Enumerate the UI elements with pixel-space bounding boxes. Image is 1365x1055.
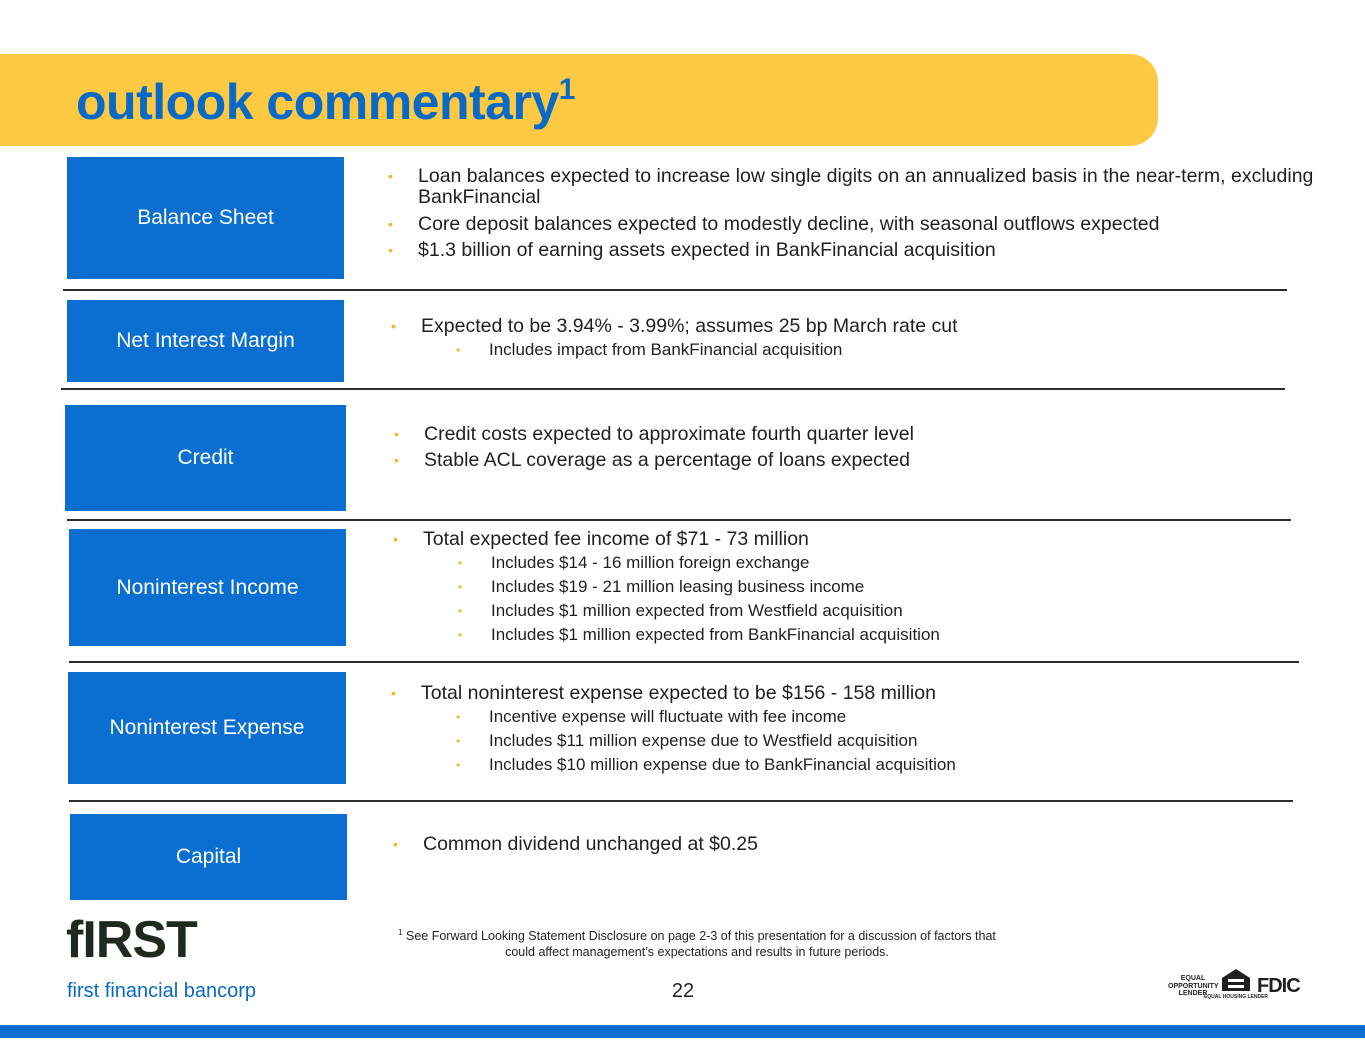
list-item: • Credit costs expected to approximate fourth quarter level — [394, 423, 914, 445]
equal-housing-caption: EQUAL HOUSING LENDER — [1203, 994, 1269, 1000]
list-sub-item: • Includes $14 - 16 million foreign exchange — [458, 553, 810, 572]
section-label-capital: Capital — [70, 814, 347, 900]
section-label-noninterest-income: Noninterest Income — [69, 529, 346, 646]
noninterest-income-bullets — [393, 527, 1303, 647]
first-logo-mark: fIRST — [66, 911, 197, 969]
list-sub-item: • Includes $10 million expense due to BankFinancial acquisition — [456, 755, 956, 774]
net-interest-margin-bullets — [391, 314, 1301, 362]
section-divider — [61, 388, 1285, 390]
capital-bullets — [393, 832, 1303, 856]
section-label-net-interest-margin: Net Interest Margin — [67, 300, 344, 382]
list-item: • $1.3 billion of earning assets expected in BankFinancial acquisition — [388, 239, 996, 261]
list-item: • Loan balances expected to increase low single digits on an annualized basis in the near-term, excluding BankFinancial — [388, 165, 1314, 208]
page-title: outlook commentary$^1$ — [76, 73, 575, 130]
list-sub-item: • Includes $1 million expected from BankFinancial acquisition — [458, 625, 940, 644]
list-item: • Core deposit balances expected to modestly decline, with seasonal outflows expected — [388, 213, 1160, 235]
noninterest-expense-bullets — [391, 681, 1301, 777]
list-item: • Total expected fee income of $71 - 73 million — [393, 528, 809, 550]
fdic-logo: FDIC — [1257, 975, 1300, 997]
list-sub-item: • Includes $19 - 21 million leasing business income — [458, 577, 865, 596]
section-label-noninterest-expense: Noninterest Expense — [68, 672, 346, 784]
list-sub-item: • Incentive expense will fluctuate with fee income — [456, 707, 847, 726]
section-divider — [69, 800, 1293, 802]
section-divider — [67, 519, 1291, 521]
list-item: • Expected to be 3.94% - 3.99%; assumes 25 bp March rate cut — [391, 315, 958, 337]
list-item: • Total noninterest expense expected to be $156 - 158 million — [391, 682, 936, 704]
list-sub-item: • Includes $11 million expense due to Westfield acquisition — [456, 731, 918, 750]
section-divider — [69, 661, 1299, 663]
list-item: • Common dividend unchanged at $0.25 — [393, 833, 758, 855]
list-sub-item: • Includes impact from BankFinancial acquisition — [456, 340, 843, 359]
equal-housing-lender-icon — [1203, 968, 1269, 1006]
footnote: $^1$ See Forward Looking Statement Disclosure on page 2-3 of this presentation for a discussion of factors that could affect management’s expectations and results in future periods. — [398, 928, 996, 960]
credit-bullets — [394, 422, 1304, 472]
company-name: first financial bancorp — [67, 980, 256, 1002]
list-sub-item: • Includes $1 million expected from Westfield acquisition — [458, 601, 903, 620]
page-number: 22 — [671, 980, 695, 1002]
section-label-balance-sheet: Balance Sheet — [67, 157, 344, 279]
title-footnote-marker: 1 — [558, 73, 575, 106]
section-label-credit: Credit — [65, 405, 346, 511]
bottom-bar — [0, 1025, 1365, 1038]
equal-opportunity-lender-badge: EQUAL OPPORTUNITY LENDER — [1168, 975, 1219, 997]
balance-sheet-bullets — [388, 165, 1318, 262]
list-item: • Stable ACL coverage as a percentage of loans expected — [394, 449, 911, 471]
section-divider — [63, 289, 1287, 291]
